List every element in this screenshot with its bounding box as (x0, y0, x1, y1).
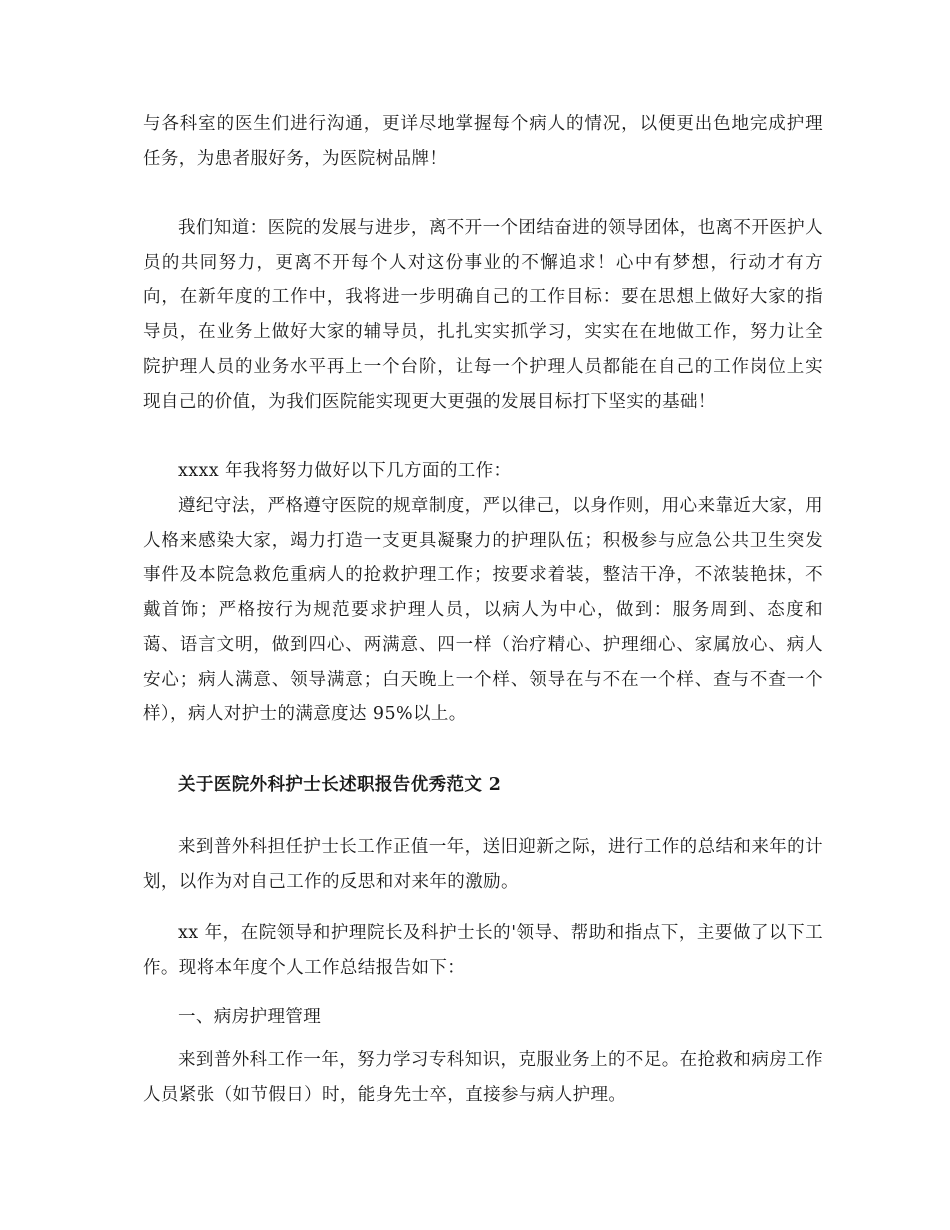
paragraph-ward-management-title: 一、病房护理管理 (178, 1007, 322, 1027)
paragraph-surgery-work: 来到普外科工作一年，努力学习专科知识，克服业务上的不足。在抢救和病房工作人员紧张（如节假日）时，能身先士卒，直接参与病人护理。 (143, 1050, 823, 1105)
paragraph-year-summary: xx 年，在院领导和护理院长及科护士长的'领导、帮助和指点下，主要做了以下工作。现将本年度个人工作总结报告如下： (143, 923, 823, 978)
section-heading: 关于医院外科护士长述职报告优秀范文 2 (178, 775, 502, 795)
paragraph-arrival: 来到普外科担任护士长工作正值一年，送旧迎新之际，进行工作的总结和来年的计划，以作为对自己工作的反思和对来年的激励。 (143, 837, 823, 892)
paragraph-continuation: 与各科室的医生们进行沟通，更详尽地掌握每个病人的情况，以便更出色地完成护理任务，为患者服好务，为医院树品牌！ (143, 114, 823, 169)
paragraph-year-plan-intro: xxxx 年我将努力做好以下几方面的工作： (178, 461, 512, 481)
paragraph-hospital-development: 我们知道：医院的发展与进步，离不开一个团结奋进的领导团体，也离不开医护人员的共同努力，更离不开每个人对这份事业的不懈追求！心中有梦想，行动才有方向，在新年度的工作中，我将进一步明确自己的工作目标：要在思想上做好大家的指导员，在业务上做好大家的辅导员，扎扎实实抓学习，实实在在地做工作，努力让全院护理人员的业务水平再上一个台阶，让每一个护理人员都能在自己的工作岗位上实现自己的价值，为我们医院能实现更大更强的发展目标打下坚实的基础！ (143, 218, 823, 412)
paragraph-discipline: 遵纪守法，严格遵守医院的规章制度，严以律己，以身作则，用心来靠近大家，用人格来感染大家，竭力打造一支更具凝聚力的护理队伍；积极参与应急公共卫生突发事件及本院急救危重病人的抢救护理工作；按要求着装，整洁干净，不浓装艳抹，不戴首饰；严格按行为规范要求护理人员，以病人为中心，做到：服务周到、态度和蔼、语言文明，做到四心、两满意、四一样（治疗精心、护理细心、家属放心、病人安心；病人满意、领导满意；白天晚上一个样、领导在与不在一个样、查与不查一个样），病人对护士的满意度达 95%以上。 (143, 496, 823, 725)
